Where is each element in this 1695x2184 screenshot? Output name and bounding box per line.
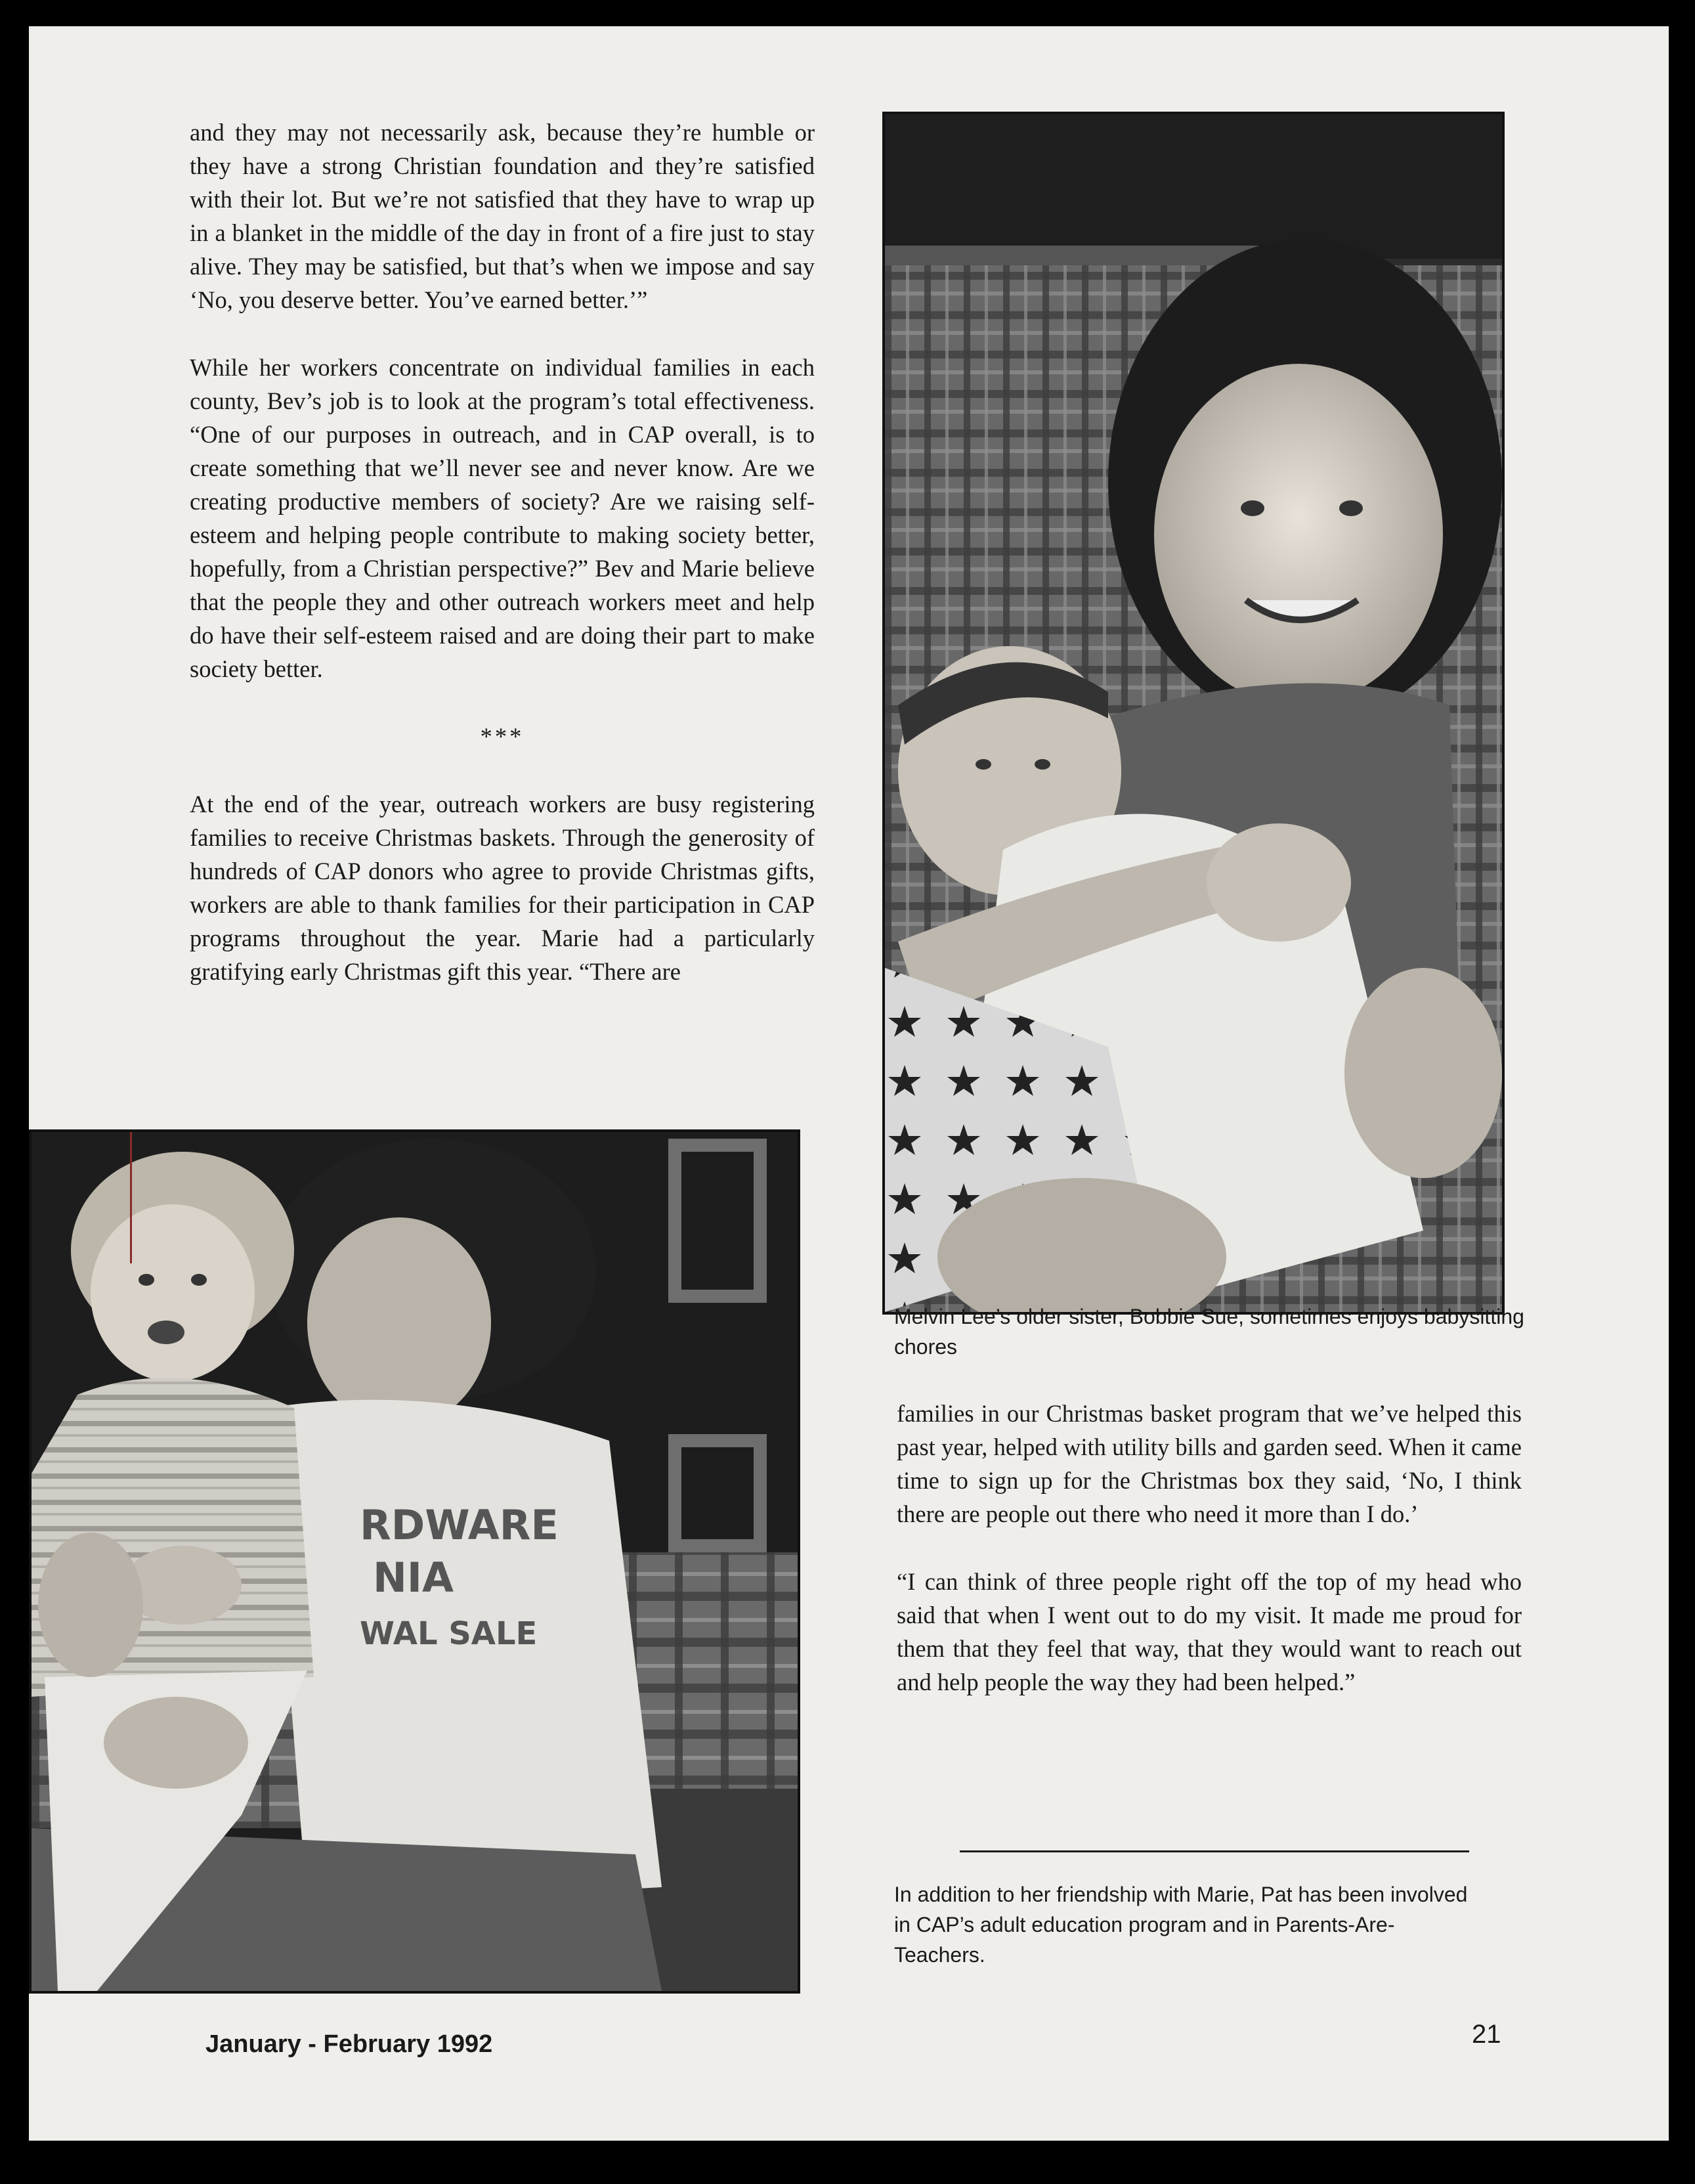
shirt-text: WAL SALE	[360, 1615, 538, 1652]
divider-rule	[960, 1850, 1469, 1852]
photo-woman-with-toddler	[29, 1129, 800, 1994]
right-column-text	[897, 1397, 1522, 1733]
paragraph: “I can think of three people right off the top of my head who said that when I went out to do my visit. It made me proud for them that they feel that way, that they would want to reach out and help people the way they had been helped.”	[897, 1568, 1522, 1695]
page-number: 21	[1472, 2020, 1501, 2049]
paragraph: At the end of the year, outreach workers are busy registering families to receive Christmas baskets. Through the generosity of hundreds of CAP donors who agree to provide Christmas gifts, workers are able to thank families for their participation in CAP programs throughout the year. Marie had a particularly gratifying early Christmas gift this year. “There are	[190, 791, 815, 985]
section-break: ***	[480, 723, 525, 750]
paragraph: While her workers concentrate on individual families in each county, Bev’s job is to look at the program’s total effectiveness. “One of our purposes in outreach, and in CAP overall, is to create something that we’ll never see and never know. Are we creating productive members of society? Are we raising self-esteem and helping people contribute to making society better, hopefully, from a Christian perspective?” Bev and Marie believe that the people they and other outreach workers meet and help do have their self-esteem raised and are doing their part to make society better.	[190, 354, 815, 682]
paragraph: and they may not necessarily ask, because they’re humble or they have a strong Christian foundation and they’re satisfied with their lot. But we’re not satisfied that they have to wrap up in a blanket in the middle of the day in front of a fire just to stay alive. They may be satisfied, but that’s when we impose and say ‘No, you deserve better. You’ve earned better.’”	[190, 119, 815, 313]
issue-date: January - February 1992	[205, 2030, 493, 2058]
shirt-text: NIA	[373, 1554, 454, 1602]
photo-image	[32, 1132, 798, 1991]
left-column-text	[190, 116, 815, 1022]
paragraph: families in our Christmas basket program that we’ve helped this past year, helped with utility bills and garden seed. When it came time to sign up for the Christmas box they said, ‘No, I think there are people out there who need it more than I do.’	[897, 1400, 1522, 1527]
photo-image	[885, 114, 1502, 1312]
magazine-page	[29, 26, 1669, 2141]
sidebar-note: In addition to her friendship with Marie, Pat has been involved in CAP’s adult education program and in Parents-Are-Teachers.	[894, 1883, 1468, 1967]
shirt-text: RDWARE	[360, 1501, 559, 1549]
photo-girl-with-baby	[882, 112, 1505, 1315]
photo-caption: Melvin Lee’s older sister, Bobbie Sue, sometimes enjoys babysitting chores	[894, 1305, 1524, 1359]
